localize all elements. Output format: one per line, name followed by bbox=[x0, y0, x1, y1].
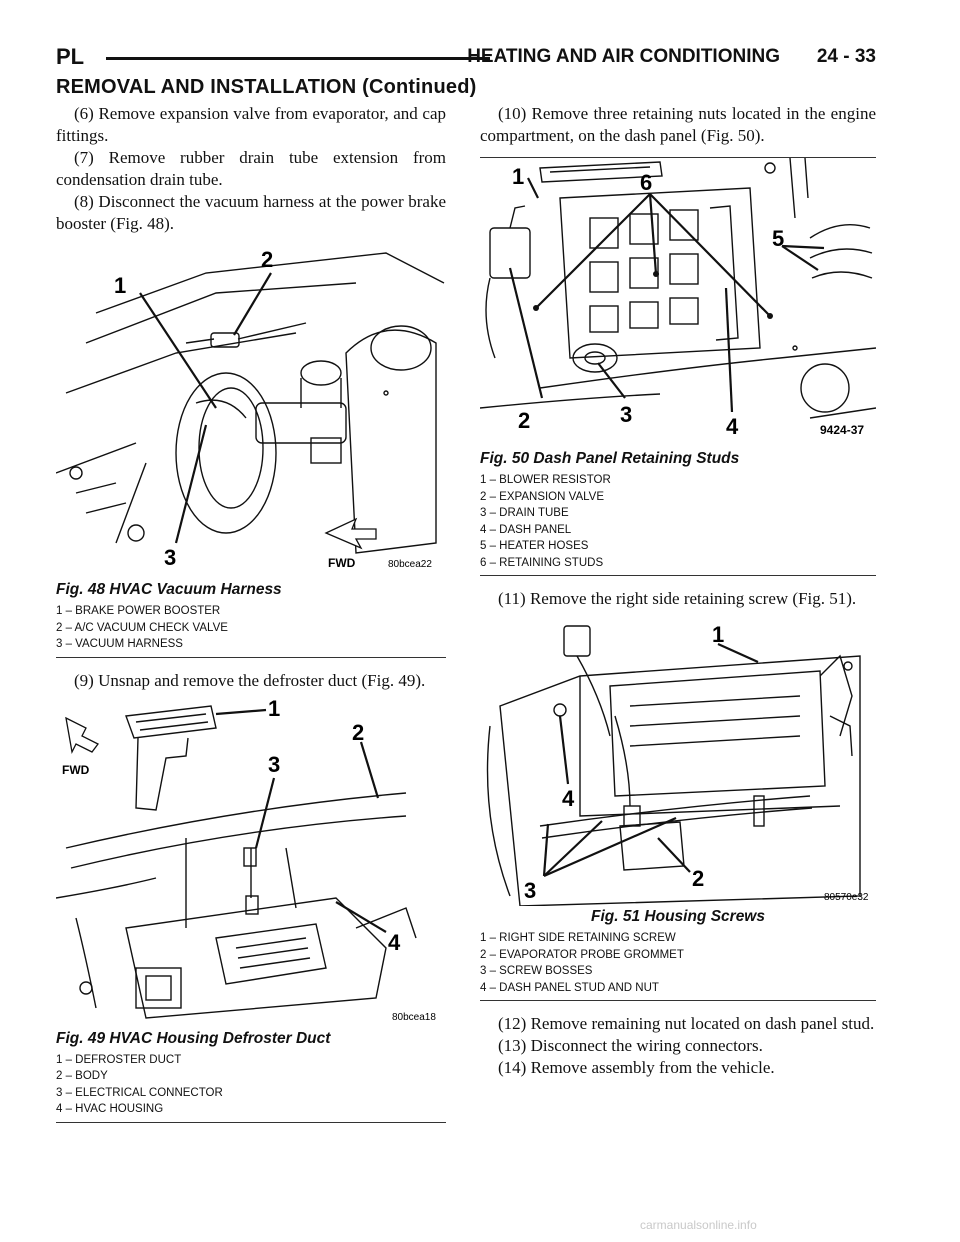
legend-item: 1 – DEFROSTER DUCT bbox=[56, 1053, 182, 1066]
fig49-fwd-label: FWD bbox=[62, 762, 90, 777]
fig48-legend bbox=[56, 603, 446, 657]
fig48-callout-2: 2 bbox=[261, 247, 274, 272]
fig50-caption: Fig. 50 Dash Panel Retaining Studs bbox=[480, 450, 740, 467]
legend-item: 2 – A/C VACUUM CHECK VALVE bbox=[56, 621, 228, 634]
fig49-legend bbox=[56, 1052, 446, 1122]
fig51-code: 80570e32 bbox=[824, 892, 869, 903]
legend-item: 3 – VACUUM HARNESS bbox=[56, 638, 183, 650]
fig51-callout-4: 4 bbox=[562, 786, 575, 811]
left-column bbox=[56, 103, 446, 1123]
legend-item: 4 – HVAC HOUSING bbox=[56, 1103, 164, 1115]
legend-item: 5 – HEATER HOSES bbox=[480, 540, 589, 552]
fig51-legend bbox=[480, 930, 876, 1000]
figure-48 bbox=[56, 243, 446, 658]
header-page-number: 24 - 33 bbox=[816, 46, 876, 67]
legend-item: 4 – DASH PANEL STUD AND NUT bbox=[480, 981, 659, 994]
legend-item: 4 – DASH PANEL bbox=[480, 523, 572, 536]
legend-item: 1 – BLOWER RESISTOR bbox=[480, 474, 611, 486]
fig50-code: 9424-37 bbox=[820, 423, 865, 437]
step-8: (8) Disconnect the vacuum harness at the power brake booster (Fig. 48). bbox=[56, 192, 446, 233]
legend-item: 3 – SCREW BOSSES bbox=[480, 965, 593, 977]
header-rule bbox=[106, 57, 490, 60]
fig48-fwd-label: FWD bbox=[328, 556, 356, 570]
page-header bbox=[56, 44, 876, 72]
section-title: REMOVAL AND INSTALLATION (Continued) bbox=[56, 76, 477, 98]
fig50-callout-3: 3 bbox=[620, 402, 633, 427]
fig48-caption: Fig. 48 HVAC Vacuum Harness bbox=[56, 581, 282, 598]
right-column bbox=[480, 103, 876, 1079]
fig49-illustration bbox=[56, 698, 446, 1028]
step-13: (13) Disconnect the wiring connectors. bbox=[498, 1036, 763, 1055]
step-6: (6) Remove expansion valve from evaporator, and cap fittings. bbox=[56, 104, 446, 145]
header-section-code: PL bbox=[56, 44, 85, 69]
figure-49 bbox=[56, 698, 446, 1123]
legend-item: 2 – EXPANSION VALVE bbox=[480, 490, 604, 503]
legend-item: 2 – BODY bbox=[56, 1070, 108, 1082]
step-10: (10) Remove three retaining nuts located in the engine compartment, on the dash panel (Fig. 50). bbox=[480, 104, 876, 145]
fig51-callout-3: 3 bbox=[524, 878, 537, 903]
step-12: (12) Remove remaining nut located on dash panel stud. bbox=[498, 1014, 875, 1033]
legend-item: 1 – BRAKE POWER BOOSTER bbox=[56, 605, 221, 617]
step-7: (7) Remove rubber drain tube extension from condensation drain tube. bbox=[56, 148, 446, 189]
fig49-code: 80bcea18 bbox=[392, 1011, 436, 1023]
fig51-caption: Fig. 51 Housing Screws bbox=[591, 908, 765, 925]
fig49-callout-4: 4 bbox=[388, 929, 401, 955]
step-11: (11) Remove the right side retaining screw (Fig. 51). bbox=[498, 589, 857, 608]
fwd-arrow-icon bbox=[326, 519, 376, 548]
fig51-callout-1: 1 bbox=[712, 622, 725, 647]
step-14: (14) Remove assembly from the vehicle. bbox=[498, 1058, 775, 1077]
fig50-illustration bbox=[480, 158, 876, 448]
legend-item: 3 – ELECTRICAL CONNECTOR bbox=[56, 1086, 223, 1099]
fig48-code: 80bcea22 bbox=[388, 559, 432, 570]
fig48-callout-1: 1 bbox=[114, 273, 127, 298]
fig51-illustration bbox=[480, 616, 876, 906]
fig50-legend bbox=[480, 472, 876, 575]
figure-51 bbox=[480, 616, 876, 1001]
legend-item: 3 – DRAIN TUBE bbox=[480, 507, 569, 519]
legend-item: 6 – RETAINING STUDS bbox=[480, 556, 604, 569]
fig50-callout-1: 1 bbox=[512, 164, 525, 189]
fig50-callout-4: 4 bbox=[726, 414, 739, 439]
legend-item: 2 – EVAPORATOR PROBE GROMMET bbox=[480, 948, 684, 961]
fig48-callout-3: 3 bbox=[164, 545, 177, 570]
fig49-caption: Fig. 49 HVAC Housing Defroster Duct bbox=[56, 1029, 331, 1047]
fig49-callout-3: 3 bbox=[268, 751, 281, 777]
step-9: (9) Unsnap and remove the defroster duct (Fig. 49). bbox=[74, 670, 426, 690]
fig48-illustration bbox=[56, 243, 446, 579]
watermark: carmanualsonline.info bbox=[640, 1218, 757, 1232]
figure-50 bbox=[480, 157, 876, 576]
header-title: HEATING AND AIR CONDITIONING bbox=[467, 46, 780, 67]
legend-item: 1 – RIGHT SIDE RETAINING SCREW bbox=[480, 932, 676, 944]
fwd-arrow-icon bbox=[66, 718, 98, 752]
fig49-callout-2: 2 bbox=[352, 719, 365, 745]
fig50-callout-2: 2 bbox=[518, 408, 531, 433]
fig50-callout-5: 5 bbox=[772, 226, 785, 251]
fig50-callout-6: 6 bbox=[640, 170, 653, 195]
fig49-callout-1: 1 bbox=[268, 697, 281, 721]
fig51-callout-2: 2 bbox=[692, 866, 705, 891]
